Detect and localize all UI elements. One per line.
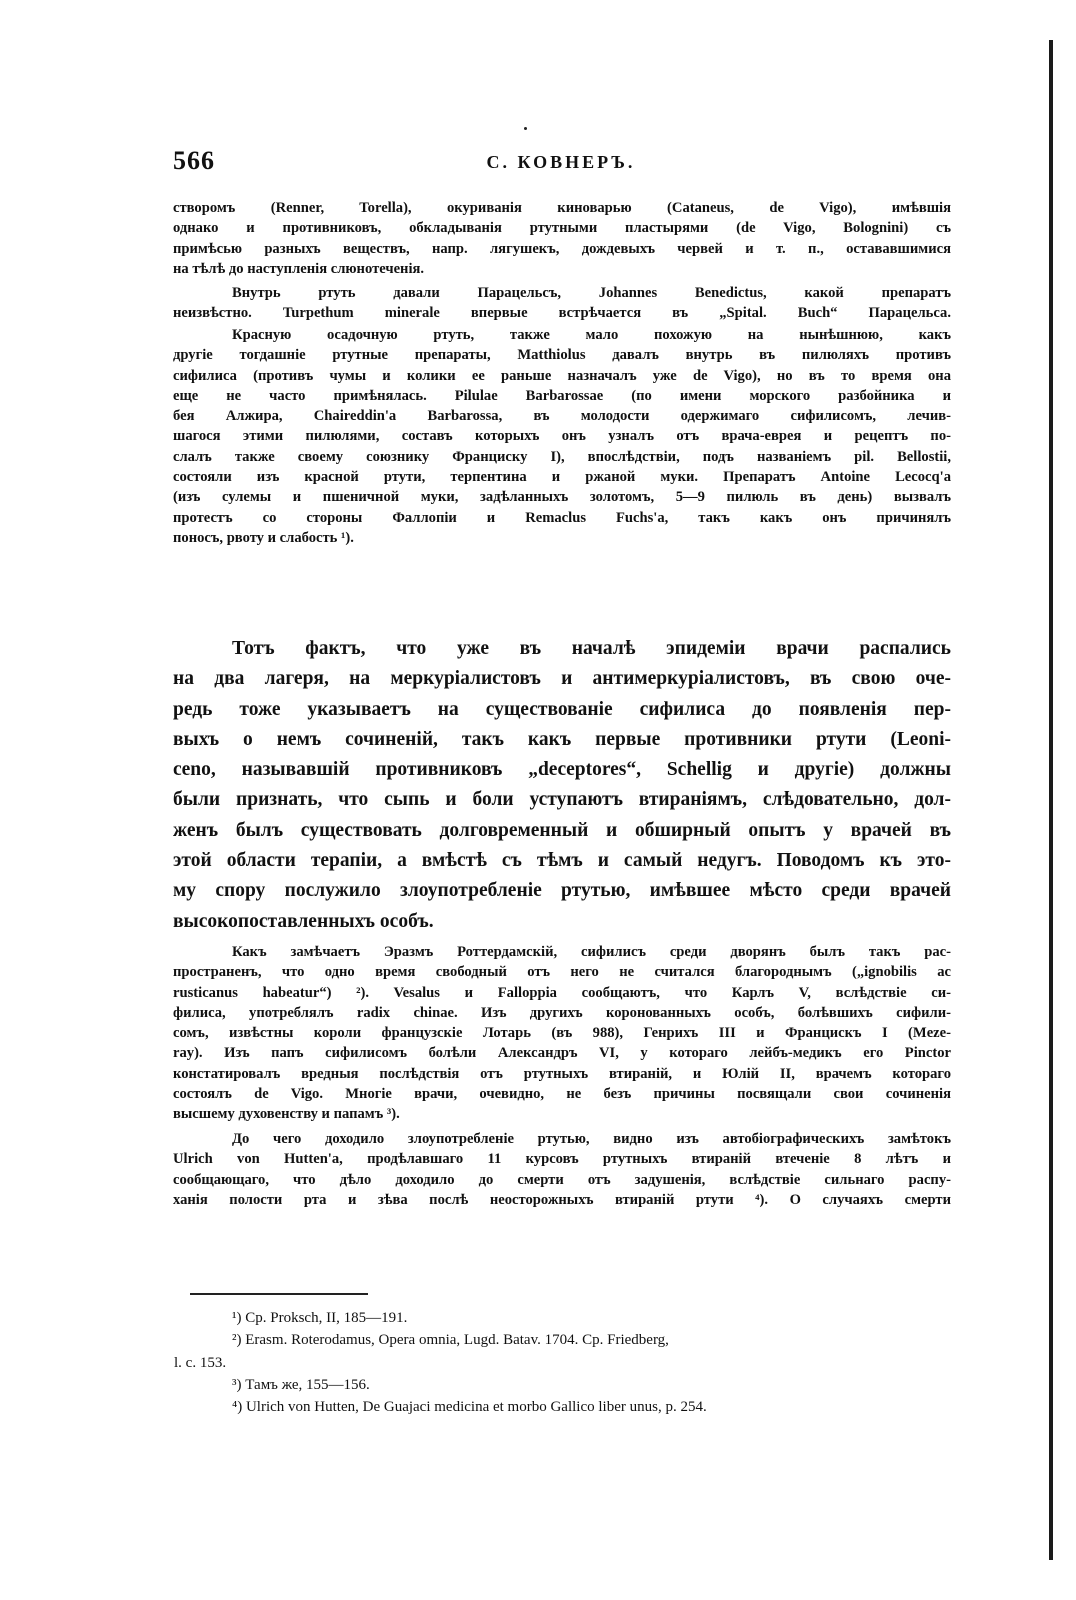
text-line: Тотъ фактъ, что уже въ началѣ эпидеміи врачи распались <box>232 638 951 659</box>
text-line: rusticanus habeatur“) ²). Vesalus и Falloppia сообщаютъ, что Карлъ V, вслѣдствіе си- <box>173 984 951 1001</box>
page-edge-line <box>1049 40 1053 1560</box>
paragraph-5 <box>173 942 951 1125</box>
text-line: на два лагеря, на меркуріалистовъ и антимеркуріалистовъ, въ свою оче- <box>173 668 951 690</box>
footnote-4: ⁴) Ulrich von Hutten, De Guajaci medicina et morbo Gallico liber unus, p. 254. <box>232 1399 707 1416</box>
text-line: еще не часто примѣнялась. Pilulae Barbarossae (по имени морского разбойника и <box>173 387 951 404</box>
text-line: Ulrich von Hutten'a, продѣлавшаго 11 курсовъ ртутныхъ втираній втеченіе 8 лѣтъ и <box>173 1151 951 1168</box>
text-line: высшему духовенству и папамъ ³). <box>173 1106 400 1123</box>
text-line: состоялъ de Vigo. Многіе врачи, очевидно, не безъ причины посвящали свои сочиненія <box>173 1086 951 1103</box>
text-line: бея Алжира, Chaireddin'a Barbarossa, въ молодости одержимаго сифилисомъ, лечив- <box>173 408 951 425</box>
text-line: ханія полости рта и зѣва послѣ неосторожныхъ втираній ртути ⁴). О случаяхъ смерти <box>173 1191 951 1208</box>
text-line: были признать, что сыпь и боли уступаютъ втираніямъ, слѣдовательно, дол- <box>173 789 951 811</box>
text-line: пространенъ, что одно время свободный отъ него не считался благороднымъ („ignobilis ac <box>173 964 951 981</box>
text-line: неизвѣстно. Turpethum minerale впервые встрѣчается въ „Spital. Buch“ Парацельса. <box>173 305 951 322</box>
text-line: протестъ со стороны Фаллопіи и Remaclus Fuchs'a, такъ какъ онъ причинялъ <box>173 509 951 526</box>
text-line: му спору послужило злоупотребленіе ртутью, имѣвшее мѣсто среди врачей <box>173 880 951 902</box>
paragraph-2 <box>173 283 951 324</box>
running-head: С. КОВНЕРЪ. <box>486 152 636 172</box>
text-line: До чего доходило злоупотребленіе ртутью, видно изъ автобіографическихъ замѣтокъ <box>232 1131 951 1147</box>
text-line: слалъ также своему союзнику Франциску I), впослѣдствіи, подъ названіемъ pil. Bellostii, <box>173 448 951 465</box>
footnote-rule <box>190 1293 368 1295</box>
text-line: констатировалъ вредныя послѣдствія отъ ртутныхъ втираній, и Юлій II, врачемъ котораго <box>173 1065 951 1082</box>
text-line: на тѣлѣ до наступленія слюнотеченія. <box>173 260 425 277</box>
text-line: сообщающаго, что дѣло доходило до смерти отъ задушенія, вслѣдствіе сильнаго распу- <box>173 1171 951 1188</box>
paragraph-1 <box>173 198 951 279</box>
footnotes <box>174 1307 950 1418</box>
page-number: 566 <box>173 146 215 175</box>
text-line: сифилиса (противъ чумы и колики ее раньше назначалъ уже de Vigo), но въ то время она <box>173 367 951 384</box>
text-line: высокопоставленныхъ особъ. <box>173 910 434 932</box>
text-line: Красную осадочную ртуть, также мало похожую на нынѣшнюю, какъ <box>232 327 951 343</box>
text-line: примѣсью разныхъ веществъ, напр. лягушекъ, дождевыхъ червей и т. п., остававшимися <box>173 240 951 257</box>
text-line: этой области терапіи, а вмѣстѣ съ тѣмъ и самый недугъ. Поводомъ къ это- <box>173 850 951 872</box>
text-line: Какъ замѣчаетъ Эразмъ Роттердамскій, сифилисъ среди дворянъ былъ такъ рас- <box>232 944 951 960</box>
text-line: поносъ, рвоту и слабость ¹). <box>173 529 354 546</box>
footnote-1: ¹) Cp. Proksch, II, 185—191. <box>232 1310 408 1326</box>
text-line: ray). Изъ папъ сифилисомъ болѣли Александръ VI, у котораго лейбъ-медикъ его Pinctor <box>173 1045 951 1062</box>
text-line: состояли изъ красной ртути, терпентина и ржаной муки. Препаратъ Antoine Lecocq'a <box>173 469 951 486</box>
paragraph-4 <box>173 634 951 937</box>
text-line: шагося этими пилюлями, составъ которыхъ онъ узналъ отъ врача-еврея и рецептъ по- <box>173 428 951 445</box>
footnote-3: ³) Тамъ же, 155—156. <box>232 1376 370 1393</box>
text-line: (изъ сулемы и пшеничной муки, задѣланныхъ золотомъ, 5—9 пилюль въ день) вызвалъ <box>173 489 951 506</box>
footnote-2-continuation: l. c. 153. <box>174 1354 227 1371</box>
text-line: створомъ (Renner, Torella), окуриванія киноварью (Cataneus, de Vigo), имѣвшія <box>173 200 951 216</box>
paragraph-6 <box>173 1129 951 1210</box>
text-line: выхъ о немъ сочиненій, такъ какъ первые противники ртути (Leoni- <box>173 728 951 750</box>
text-line: сомъ, извѣстны короли французскіе Лотарь (въ 988), Генрихъ III и Францискъ I (Meze- <box>173 1025 951 1042</box>
ink-speck <box>524 127 527 130</box>
text-line: Внутрь ртуть давали Парацельсъ, Johannes Benedictus, какой препаратъ <box>232 285 951 301</box>
text-line: другіе тогдашніе ртутные препараты, Matthiolus давалъ внутрь въ пилюляхъ противъ <box>173 347 951 364</box>
text-line: женъ былъ существовать долговременный и обширный опытъ у врачей въ <box>173 819 951 841</box>
page-header <box>173 146 949 178</box>
text-line: филиса, употреблялъ radix chinae. Изъ другихъ коронованныхъ особъ, болѣвшихъ сифили- <box>173 1004 951 1021</box>
footnote-2: ²) Erasm. Roterodamus, Opera omnia, Lugd. Batav. 1704. Cp. Friedberg, <box>232 1332 669 1349</box>
paragraph-3 <box>173 325 951 548</box>
text-line: однако и противниковъ, обкладыванія ртутными пластырями (de Vigo, Bolognini) съ <box>173 220 951 237</box>
text-line: редь тоже указываетъ на существованіе сифилиса до появленія пер- <box>173 698 951 720</box>
text-line: ceno, называвшій противниковъ „deceptores“, Schellig и другіе) должны <box>173 759 951 781</box>
